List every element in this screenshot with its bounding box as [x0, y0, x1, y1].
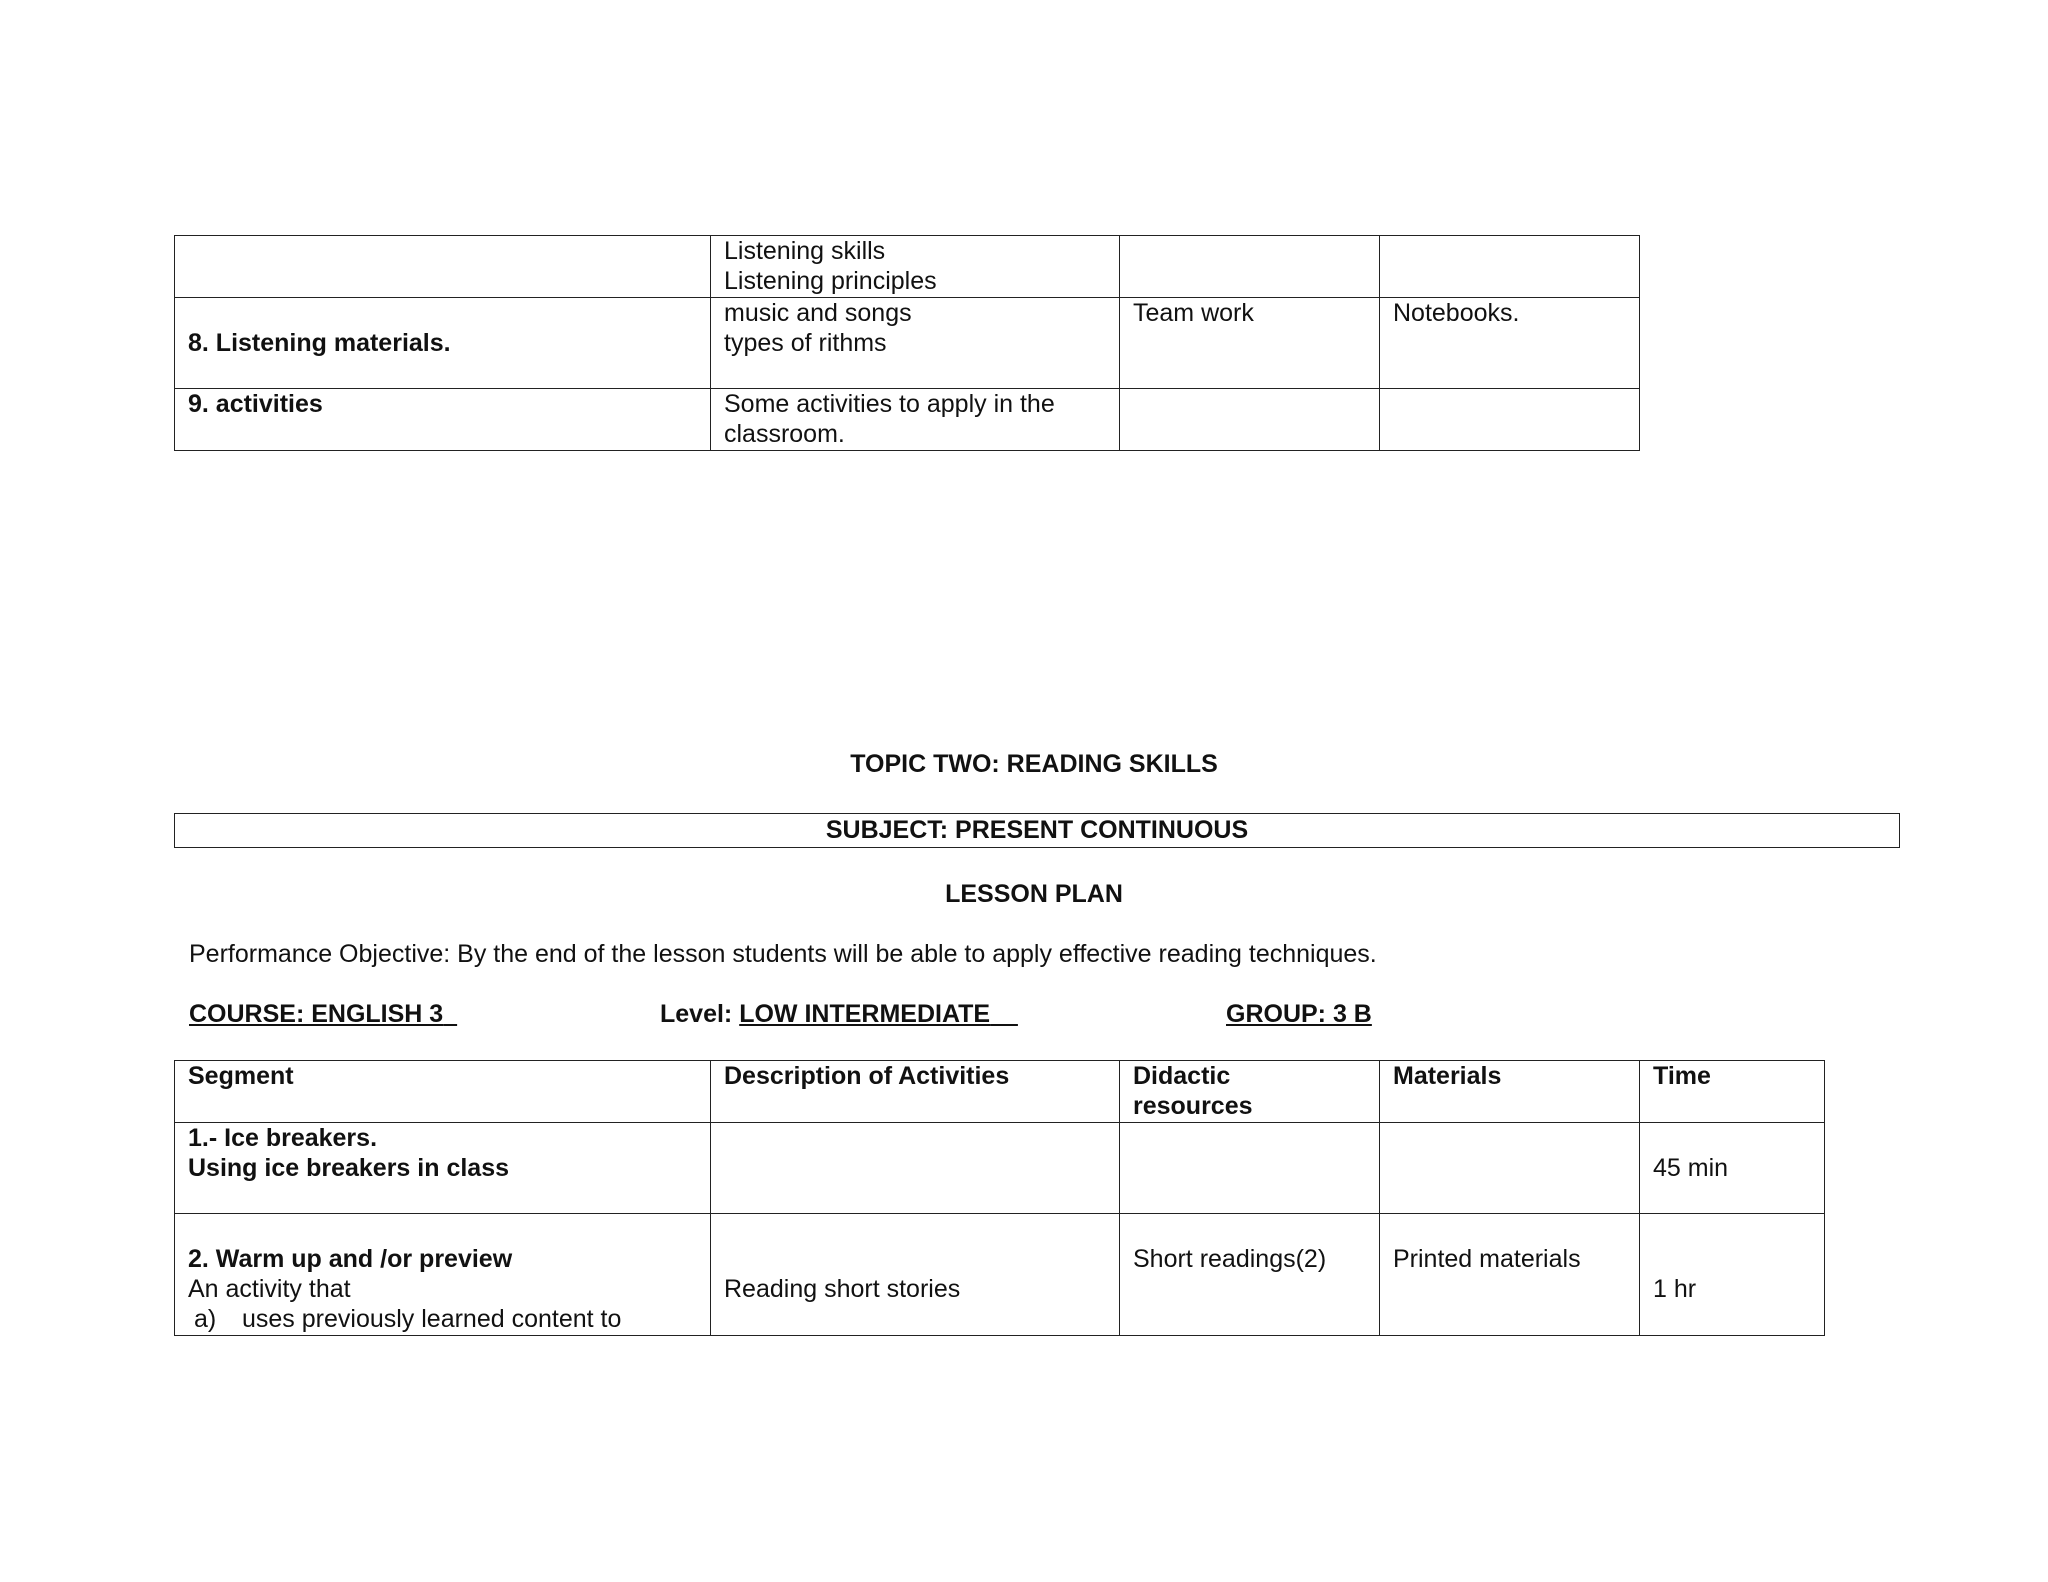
description-cell: Reading short stories [711, 1214, 1120, 1336]
header-resources-line: Didactic [1133, 1062, 1231, 1090]
table-header-row [175, 1061, 1825, 1123]
time-cell: 1 hr [1640, 1214, 1825, 1336]
table-row [175, 298, 1640, 389]
performance-objective: Performance Objective: By the end of the lesson students will be able to apply effective reading techniques. [189, 940, 1377, 968]
time-cell: 45 min [1640, 1123, 1825, 1214]
segment-text: An activity that [188, 1275, 351, 1303]
description-line: Some activities to apply in the [724, 390, 1055, 418]
list-marker: a) [194, 1305, 217, 1333]
segment-title: 8. Listening materials. [188, 329, 451, 357]
header-segment: Segment [175, 1061, 711, 1123]
segment-title: 1.- Ice breakers. [188, 1124, 378, 1152]
resources-cell [1120, 1123, 1380, 1214]
table-row [175, 236, 1640, 298]
description-cell [711, 1123, 1120, 1214]
lesson-plan-title: LESSON PLAN [945, 880, 1123, 908]
resources-cell: Short readings(2) [1120, 1214, 1380, 1336]
topic-title: TOPIC TWO: READING SKILLS [850, 750, 1218, 778]
table-row [175, 1123, 1825, 1214]
materials-cell [1380, 389, 1640, 451]
list-item [188, 1304, 697, 1334]
header-resources-line: resources [1133, 1092, 1253, 1120]
table-row [175, 389, 1640, 451]
materials-cell: Notebooks. [1380, 298, 1640, 389]
group-label: GROUP: 3 B [1226, 1000, 1372, 1028]
description-cell [711, 298, 1120, 389]
resources-cell [1120, 389, 1380, 451]
header-materials: Materials [1380, 1061, 1640, 1123]
segment-cell [175, 1123, 711, 1214]
level-prefix: Level: [660, 1000, 740, 1028]
subject-box: SUBJECT: PRESENT CONTINUOUS [174, 813, 1900, 848]
header-description: Description of Activities [711, 1061, 1120, 1123]
materials-cell [1380, 1123, 1640, 1214]
resources-cell [1120, 236, 1380, 298]
description-line: Listening skills [724, 237, 886, 265]
resources-cell: Team work [1120, 298, 1380, 389]
description-cell [711, 236, 1120, 298]
level-label [660, 999, 1018, 1029]
list-text: uses previously learned content to [242, 1305, 622, 1333]
segment-title: 2. Warm up and /or preview [188, 1245, 513, 1273]
course-label [189, 999, 457, 1029]
segment-subtitle: Using ice breakers in class [188, 1154, 510, 1182]
listening-plan-table [174, 235, 1640, 451]
description-line: Listening principles [724, 267, 937, 295]
description-cell [711, 389, 1120, 451]
lesson-plan-table [174, 1060, 1825, 1336]
segment-cell [175, 1214, 711, 1336]
materials-cell [1380, 236, 1640, 298]
level-value: LOW INTERMEDIATE [739, 1000, 991, 1028]
segment-cell [175, 389, 711, 451]
description-line: types of rithms [724, 329, 887, 357]
course-text: COURSE: ENGLISH 3 [189, 1000, 444, 1028]
segment-cell [175, 298, 711, 389]
segment-title: 9. activities [188, 390, 323, 418]
table-row [175, 1214, 1825, 1336]
description-line: music and songs [724, 299, 912, 327]
segment-cell [175, 236, 711, 298]
header-time: Time [1640, 1061, 1825, 1123]
description-line: classroom. [724, 420, 845, 448]
materials-cell: Printed materials [1380, 1214, 1640, 1336]
header-resources [1120, 1061, 1380, 1123]
